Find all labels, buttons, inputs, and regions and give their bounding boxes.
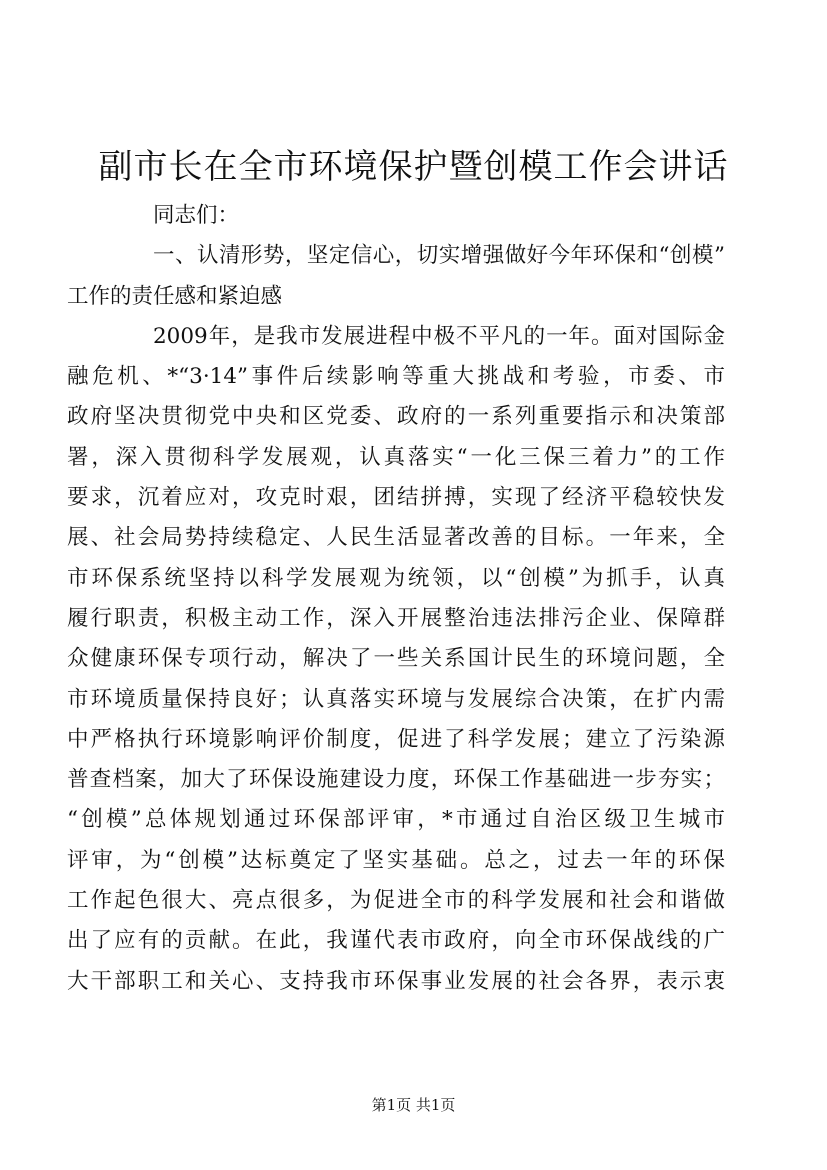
paragraph-line: 普查档案，加大了环保设施建设力度，环保工作基础进一步夯实； [67,767,725,793]
paragraph-line: 融危机、*“3·14”事件后续影响等重大挑战和考验，市委、市 [67,364,725,390]
paragraph-line: 市环保系统坚持以科学发展观为统领，以“创模”为抓手，认真 [67,565,725,591]
salutation-line: 同志们： [153,203,240,228]
paragraph-line: 市环境质量保持良好；认真落实环境与发展综合决策，在扩内需 [67,686,725,712]
paragraph-line: 评审，为“创模”达标奠定了坚实基础。总之，过去一年的环保 [67,847,725,873]
section-heading-line-1: 一、认清形势，坚定信心，切实增强做好今年环保和“创模” [153,243,725,269]
paragraph-line: “创模”总体规划通过环保部评审，*市通过自治区级卫生城市 [67,807,725,833]
paragraph-line: 展、社会局势持续稳定、人民生活显著改善的目标。一年来，全 [67,525,725,551]
paragraph-line: 政府坚决贯彻党中央和区党委、政府的一系列重要指示和决策部 [67,404,725,430]
paragraph-line: 中严格执行环境影响评价制度，促进了科学发展；建立了污染源 [67,726,725,752]
paragraph-line: 2009年，是我市发展进程中极不平凡的一年。面对国际金 [153,323,725,349]
paragraph-line: 众健康环保专项行动，解决了一些关系国计民生的环境问题，全 [67,646,725,672]
page-number-footer: 第1页 共1页 [371,1096,456,1114]
document-title: 副市长在全市环境保护暨创模工作会讲话 [98,147,729,187]
paragraph-line: 署，深入贯彻科学发展观，认真落实“一化三保三着力”的工作 [67,444,725,470]
document-body [67,196,725,1002]
paragraph-line: 工作起色很大、亮点很多，为促进全市的科学发展和社会和谐做 [67,888,725,914]
paragraph-line: 大干部职工和关心、支持我市环保事业发展的社会各界，表示衷 [67,968,725,994]
paragraph-line: 出了应有的贡献。在此，我谨代表市政府，向全市环保战线的广 [67,928,725,954]
paragraph-line: 履行职责，积极主动工作，深入开展整治违法排污企业、保障群 [67,605,725,631]
section-heading-line-2: 工作的责任感和紧迫感 [67,283,283,309]
paragraph-line: 要求，沉着应对，攻克时艰，团结拼搏，实现了经济平稳较快发 [67,485,725,511]
